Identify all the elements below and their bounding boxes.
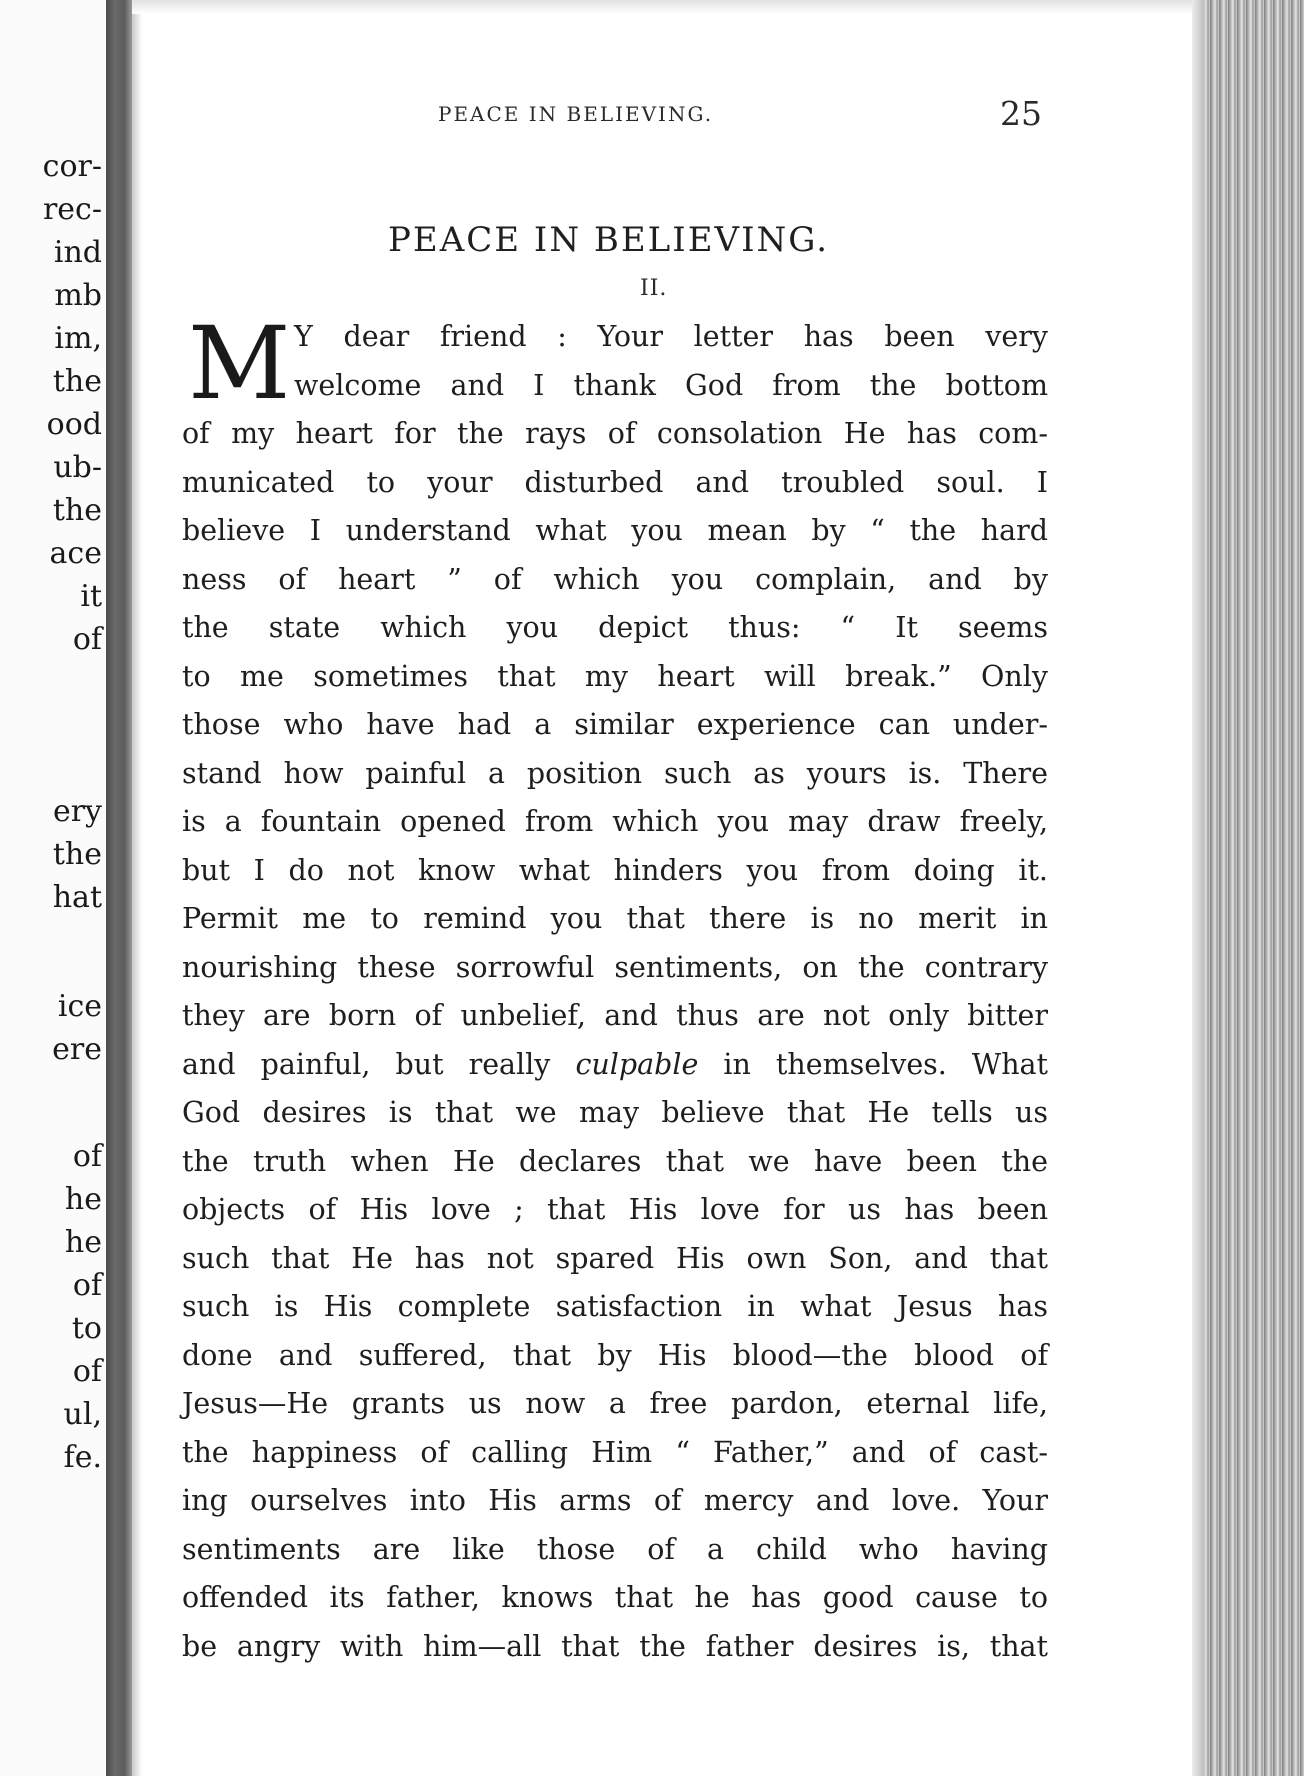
left-line: ub- bbox=[53, 450, 102, 485]
chapter-title: PEACE IN BELIEVING. bbox=[388, 220, 830, 260]
left-page-fragment bbox=[0, 0, 106, 1776]
text-line: God desires is that we may believe that He tells us bbox=[182, 1096, 1048, 1129]
text-line: the truth when He declares that we have been the bbox=[182, 1144, 1048, 1178]
text-line: municated to your disturbed and troubled soul. I bbox=[182, 465, 1048, 499]
left-line: of bbox=[72, 622, 102, 657]
left-line: the bbox=[52, 364, 102, 399]
left-line: the bbox=[52, 837, 102, 872]
text-line: Y dear friend : Your letter has been very bbox=[294, 320, 1048, 353]
left-line: of bbox=[72, 1354, 102, 1389]
text-line: done and suffered, that by His blood—the blood of bbox=[182, 1338, 1048, 1372]
book-gutter bbox=[106, 0, 132, 1776]
text-line: the state which you depict thus: “ It seems bbox=[182, 611, 1048, 644]
left-line: ery bbox=[52, 794, 102, 829]
left-line: mb bbox=[54, 278, 102, 313]
text-line: the happiness of calling Him “ Father,” and of cast- bbox=[182, 1435, 1048, 1469]
left-line: ere bbox=[52, 1032, 102, 1067]
chapter-number: II. bbox=[640, 276, 668, 301]
text-line: Permit me to remind you that there is no merit in bbox=[182, 902, 1048, 935]
left-line: ul, bbox=[63, 1397, 102, 1432]
drop-cap: M bbox=[188, 305, 291, 422]
left-line: it bbox=[80, 579, 102, 614]
text-line: objects of His love ; that His love for us has been bbox=[182, 1193, 1048, 1226]
text-line: but I do not know what hinders you from doing it. bbox=[182, 853, 1048, 887]
text-line: Jesus—He grants us now a free pardon, eternal life, bbox=[182, 1387, 1048, 1420]
running-head: PEACE IN BELIEVING. bbox=[438, 102, 714, 126]
gutter-shadow bbox=[132, 0, 142, 1776]
text-segment: in themselves. What bbox=[723, 1047, 1049, 1081]
text-line: those who have had a similar experience can under- bbox=[182, 708, 1048, 741]
text-line: ing ourselves into His arms of mercy and love. Your bbox=[182, 1484, 1048, 1517]
page-top-edge bbox=[132, 0, 1192, 14]
text-line: offended its father, knows that he has good cause to bbox=[182, 1581, 1048, 1614]
left-line: ice bbox=[57, 989, 102, 1024]
left-line: he bbox=[64, 1182, 102, 1217]
left-line: ind bbox=[53, 235, 102, 270]
text-line: ness of heart ” of which you complain, and by bbox=[182, 562, 1048, 596]
body-text bbox=[182, 305, 1049, 1671]
text-line: is a fountain opened from which you may draw freely, bbox=[182, 805, 1048, 838]
left-line: cor- bbox=[42, 149, 102, 184]
text-line: welcome and I thank God from the bottom bbox=[294, 368, 1048, 402]
text-line: such that He has not spared His own Son, and that bbox=[182, 1241, 1048, 1275]
left-line: hat bbox=[52, 880, 102, 915]
text-line: be angry with him—all that the father desires is, that bbox=[182, 1629, 1048, 1663]
italic-word: culpable bbox=[575, 1047, 699, 1081]
left-line: ood bbox=[46, 407, 102, 442]
left-line: he bbox=[64, 1225, 102, 1260]
text-line: they are born of unbelief, and thus are not only bitter bbox=[182, 999, 1048, 1032]
page-edges bbox=[1192, 0, 1304, 1776]
text-line: of my heart for the rays of consolation He has com- bbox=[182, 417, 1048, 450]
left-line: the bbox=[52, 493, 102, 528]
left-line: ace bbox=[49, 536, 102, 571]
text-line: nourishing these sorrowful sentiments, on the contrary bbox=[182, 950, 1048, 984]
text-line: stand how painful a position such as yours is. There bbox=[182, 756, 1048, 790]
left-line: im, bbox=[54, 321, 102, 356]
text-line-with-italic bbox=[182, 1041, 1048, 1090]
text-line: believe I understand what you mean by “ the hard bbox=[182, 514, 1048, 547]
left-line: of bbox=[72, 1268, 102, 1303]
text-line: sentiments are like those of a child who having bbox=[182, 1532, 1048, 1566]
left-line: fe. bbox=[63, 1440, 102, 1475]
left-line: to bbox=[71, 1311, 102, 1346]
text-line: to me sometimes that my heart will break.” Only bbox=[182, 659, 1048, 693]
left-line: rec- bbox=[42, 192, 102, 227]
text-segment: and painful, but really bbox=[182, 1047, 551, 1081]
page-number: 25 bbox=[1000, 94, 1042, 133]
text-line: such is His complete satisfaction in what Jesus has bbox=[182, 1290, 1048, 1323]
left-line: of bbox=[72, 1139, 102, 1174]
